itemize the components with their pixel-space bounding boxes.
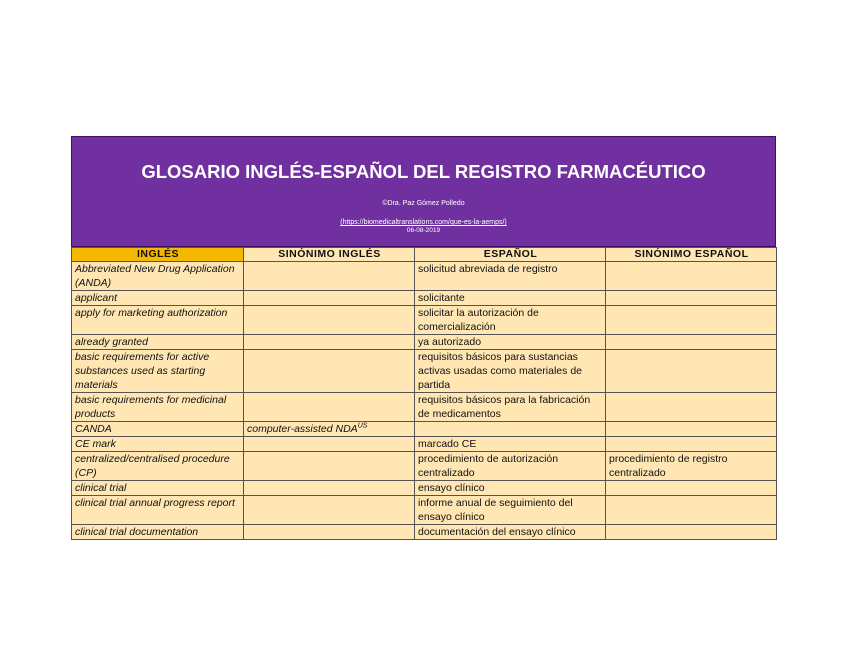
term-spanish: ya autorizado bbox=[415, 335, 606, 350]
synonym-english bbox=[244, 262, 415, 291]
synonym-spanish bbox=[606, 422, 777, 437]
term-spanish: requisitos básicos para la fabricación de medicamentos bbox=[415, 393, 606, 422]
term-english: already granted bbox=[72, 335, 244, 350]
synonym-english bbox=[244, 350, 415, 393]
synonym-english bbox=[244, 291, 415, 306]
table-row bbox=[72, 422, 777, 437]
table-row bbox=[72, 291, 777, 306]
term-spanish: requisitos básicos para sustancias activas usadas como materiales de partida bbox=[415, 350, 606, 393]
synonym-english-text: computer-assisted NDA bbox=[247, 423, 358, 435]
table-row bbox=[72, 350, 777, 393]
synonym-spanish bbox=[606, 525, 777, 540]
synonym-english bbox=[244, 393, 415, 422]
term-spanish: ensayo clínico bbox=[415, 481, 606, 496]
term-english: clinical trial documentation bbox=[72, 525, 244, 540]
synonym-spanish bbox=[606, 291, 777, 306]
term-english: CE mark bbox=[72, 437, 244, 452]
term-spanish: informe anual de seguimiento del ensayo clínico bbox=[415, 496, 606, 525]
synonym-english bbox=[244, 496, 415, 525]
term-english: centralized/centralised procedure (CP) bbox=[72, 452, 244, 481]
synonym-spanish bbox=[606, 393, 777, 422]
table-row bbox=[72, 306, 777, 335]
region-superscript: US bbox=[357, 422, 368, 430]
column-header-sinonimo-espanol: SINÓNIMO ESPAÑOL bbox=[606, 248, 777, 262]
table-row bbox=[72, 525, 777, 540]
glossary-table bbox=[71, 247, 777, 540]
synonym-spanish bbox=[606, 481, 777, 496]
table-row bbox=[72, 452, 777, 481]
glossary-header bbox=[71, 136, 776, 247]
document-date: 06-08-2019 bbox=[406, 227, 441, 234]
term-english: applicant bbox=[72, 291, 244, 306]
term-spanish: solicitud abreviada de registro bbox=[415, 262, 606, 291]
term-english: basic requirements for medicinal products bbox=[72, 393, 244, 422]
term-english: clinical trial bbox=[72, 481, 244, 496]
synonym-spanish: procedimiento de registro centralizado bbox=[606, 452, 777, 481]
column-header-sinonimo-ingles: SINÓNIMO INGLÉS bbox=[244, 248, 415, 262]
author-credit: ©Dra. Paz Gómez Polledo bbox=[382, 200, 465, 207]
synonym-spanish bbox=[606, 262, 777, 291]
term-spanish: procedimiento de autorización centralizado bbox=[415, 452, 606, 481]
table-row bbox=[72, 481, 777, 496]
synonym-english bbox=[244, 437, 415, 452]
term-english: CANDA bbox=[72, 422, 244, 437]
term-english: clinical trial annual progress report bbox=[72, 496, 244, 525]
synonym-spanish bbox=[606, 437, 777, 452]
synonym-english bbox=[244, 422, 415, 437]
synonym-spanish bbox=[606, 306, 777, 335]
table-row bbox=[72, 496, 777, 525]
synonym-english bbox=[244, 525, 415, 540]
synonym-spanish bbox=[606, 335, 777, 350]
table-row bbox=[72, 262, 777, 291]
term-english: apply for marketing authorization bbox=[72, 306, 244, 335]
table-row bbox=[72, 393, 777, 422]
table-row bbox=[72, 335, 777, 350]
source-link[interactable]: (https://biomedicaltranslations.com/que-es-la-aemps/) bbox=[340, 219, 507, 226]
synonym-english bbox=[244, 481, 415, 496]
column-header-espanol: ESPAÑOL bbox=[415, 248, 606, 262]
term-spanish bbox=[415, 422, 606, 437]
term-spanish: documentación del ensayo clínico bbox=[415, 525, 606, 540]
synonym-english bbox=[244, 335, 415, 350]
table-header-row bbox=[72, 248, 777, 262]
term-spanish: solicitar la autorización de comercialización bbox=[415, 306, 606, 335]
glossary-sheet bbox=[71, 136, 776, 540]
table-row bbox=[72, 437, 777, 452]
term-english: Abbreviated New Drug Application (ANDA) bbox=[72, 262, 244, 291]
column-header-ingles: INGLÉS bbox=[72, 248, 244, 262]
synonym-english bbox=[244, 452, 415, 481]
term-spanish: solicitante bbox=[415, 291, 606, 306]
term-spanish: marcado CE bbox=[415, 437, 606, 452]
synonym-english bbox=[244, 306, 415, 335]
glossary-title: GLOSARIO INGLÉS-ESPAÑOL DEL REGISTRO FARMACÉUTICO bbox=[141, 161, 706, 182]
synonym-spanish bbox=[606, 496, 777, 525]
term-english: basic requirements for active substances used as starting materials bbox=[72, 350, 244, 393]
synonym-spanish bbox=[606, 350, 777, 393]
